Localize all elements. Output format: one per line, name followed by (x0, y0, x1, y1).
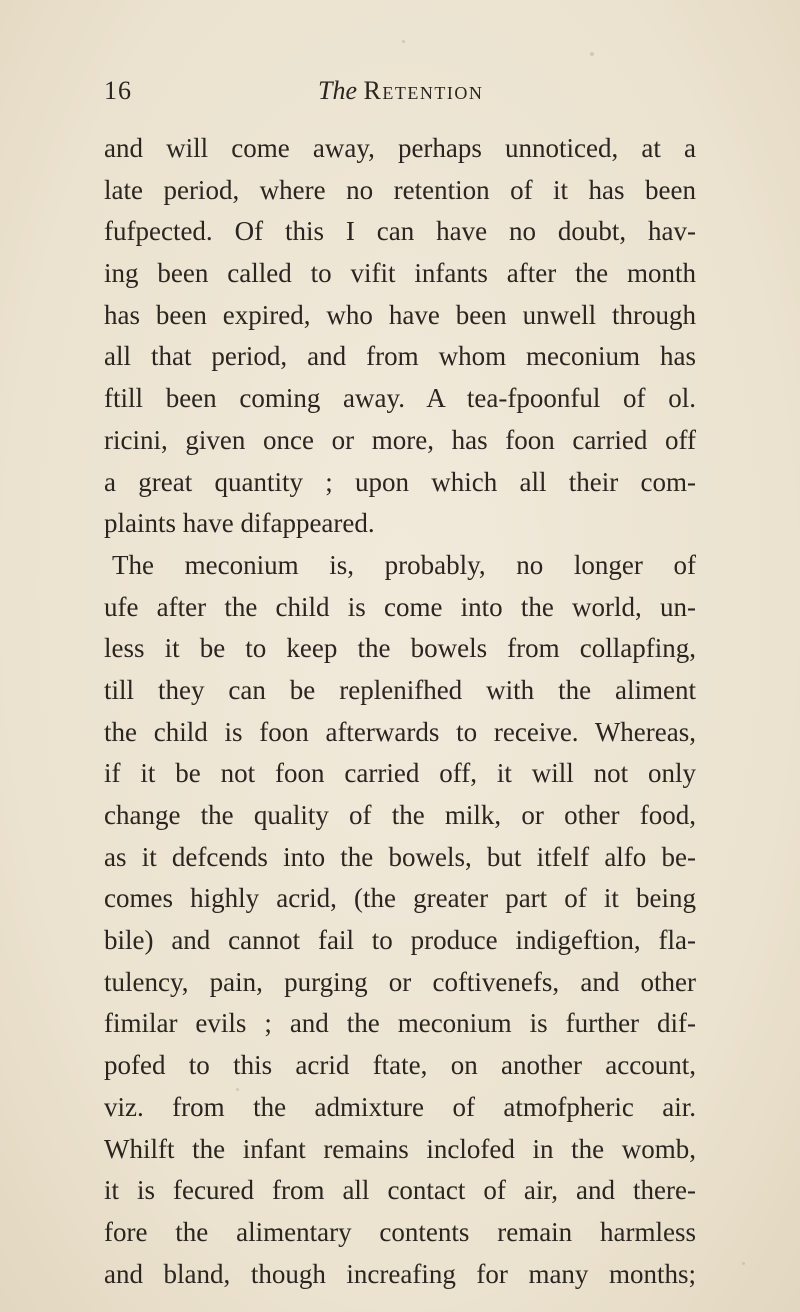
text-line: has been expired, who have been unwell through (104, 299, 696, 330)
paper-speck (742, 1262, 745, 1265)
text-line: fufpected. Of this I can have no doubt, hav- (104, 216, 696, 247)
text-line: and will come away, perhaps unnoticed, at a (104, 133, 696, 163)
text-line: bile) and cannot fail to produce indigeftion, fla- (104, 925, 696, 956)
text-line: pofed to this acrid ftate, on another account, (104, 1050, 696, 1081)
body-text (104, 128, 696, 1295)
text-line: The meconium is, probably, no longer of (112, 549, 696, 580)
text-line: viz. from the admixture of atmofpheric air. (104, 1091, 696, 1122)
text-line: comes highly acrid, (the greater part of it being (104, 883, 696, 914)
running-title-caps: Retention (363, 76, 484, 105)
text-line: ftill been coming away. A tea-fpoonful of ol. (104, 383, 696, 414)
text-line: ricini, given once or more, has foon carried off (104, 424, 696, 455)
paper-speck (236, 1088, 239, 1091)
text-line: till they can be replenifhed with the aliment (104, 674, 696, 705)
running-title (318, 76, 483, 106)
text-line: change the quality of the milk, or other food, (104, 800, 696, 830)
text-line: Whilft the infant remains inclofed in the womb, (104, 1133, 696, 1164)
text-line: if it be not foon carried off, it will not only (104, 758, 696, 789)
text-line: fore the alimentary contents remain harmless (104, 1216, 696, 1247)
text-line: tulency, pain, purging or coftivenefs, and other (104, 966, 696, 997)
text-line: ufe after the child is come into the world, un- (104, 591, 696, 622)
text-line: fimilar evils ; and the meconium is further dif- (104, 1008, 696, 1039)
text-line: the child is foon afterwards to receive. Whereas, (104, 716, 696, 747)
text-line: it is fecured from all contact of air, and there- (104, 1175, 696, 1206)
page-number: 16 (104, 76, 132, 105)
text-line: less it be to keep the bowels from collapfing, (104, 633, 696, 664)
text-line: all that period, and from whom meconium has (104, 341, 696, 372)
running-title-italic: The (318, 76, 357, 105)
text-line: ing been called to vifit infants after the month (104, 258, 696, 289)
text-line: a great quantity ; upon which all their com- (104, 466, 696, 497)
text-line: late period, where no retention of it has been (104, 174, 696, 205)
text-line: and bland, though increafing for many months; (104, 1258, 696, 1289)
paper-speck (402, 40, 405, 43)
paper-speck (590, 52, 594, 56)
text-line: as it defcends into the bowels, but itfelf alfo be- (104, 841, 696, 872)
page-header (104, 76, 704, 116)
text-line: plaints have difappeared. (104, 508, 375, 539)
